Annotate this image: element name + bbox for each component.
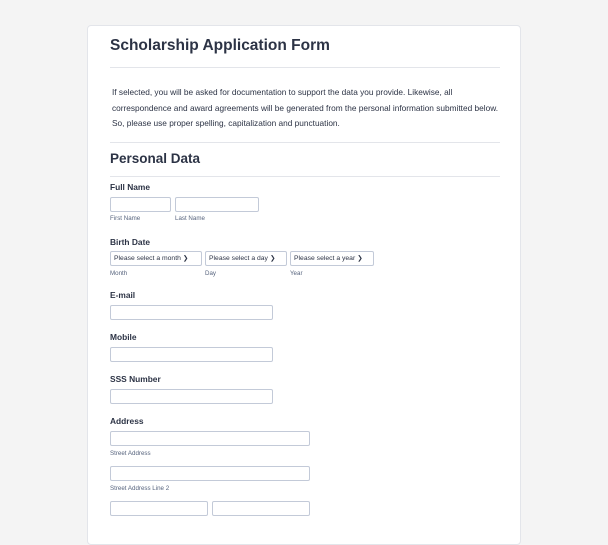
street-address-line2-input[interactable] xyxy=(110,466,310,481)
chevron-down-icon: ❯ xyxy=(269,255,276,262)
birth-year-select[interactable] xyxy=(290,251,374,266)
day-sublabel: Day xyxy=(205,270,217,277)
street-address-sublabel: Street Address xyxy=(110,450,151,457)
mobile-label: Mobile xyxy=(110,332,137,342)
email-input[interactable] xyxy=(110,305,273,320)
sss-number-label: SSS Number xyxy=(110,374,161,384)
mobile-input[interactable] xyxy=(110,347,273,362)
month-sublabel: Month xyxy=(110,270,128,277)
birth-month-value: Please select a month xyxy=(114,255,181,262)
state-input[interactable] xyxy=(212,501,310,516)
first-name-input[interactable] xyxy=(110,197,171,212)
birth-month-select[interactable] xyxy=(110,251,202,266)
birth-date-label: Birth Date xyxy=(110,237,151,247)
form-description: If selected, you will be asked for documentation to support the data you provide. Likewise, all correspondence and award agreements will be generated from the personal information submitted below. So, please use proper spelling, capitalization and punctuation. xyxy=(112,87,499,128)
divider xyxy=(110,67,500,68)
first-name-sublabel: First Name xyxy=(110,215,141,222)
chevron-down-icon: ❯ xyxy=(182,255,189,262)
last-name-input[interactable] xyxy=(175,197,259,212)
divider xyxy=(110,176,500,177)
birth-day-select[interactable] xyxy=(205,251,287,266)
form-title: Scholarship Application Form xyxy=(110,37,330,54)
birth-year-value: Please select a year xyxy=(294,255,356,262)
year-sublabel: Year xyxy=(290,270,303,277)
sss-number-input[interactable] xyxy=(110,389,273,404)
last-name-sublabel: Last Name xyxy=(175,215,205,222)
street-address-input[interactable] xyxy=(110,431,310,446)
email-label: E-mail xyxy=(110,290,136,300)
birth-day-value: Please select a day xyxy=(209,255,268,262)
chevron-down-icon: ❯ xyxy=(357,255,363,262)
form-card xyxy=(87,25,521,545)
divider xyxy=(110,142,500,143)
street-address-line2-sublabel: Street Address Line 2 xyxy=(110,485,170,492)
city-input[interactable] xyxy=(110,501,208,516)
full-name-label: Full Name xyxy=(110,182,151,192)
address-label: Address xyxy=(110,416,144,426)
section-title: Personal Data xyxy=(110,151,201,166)
